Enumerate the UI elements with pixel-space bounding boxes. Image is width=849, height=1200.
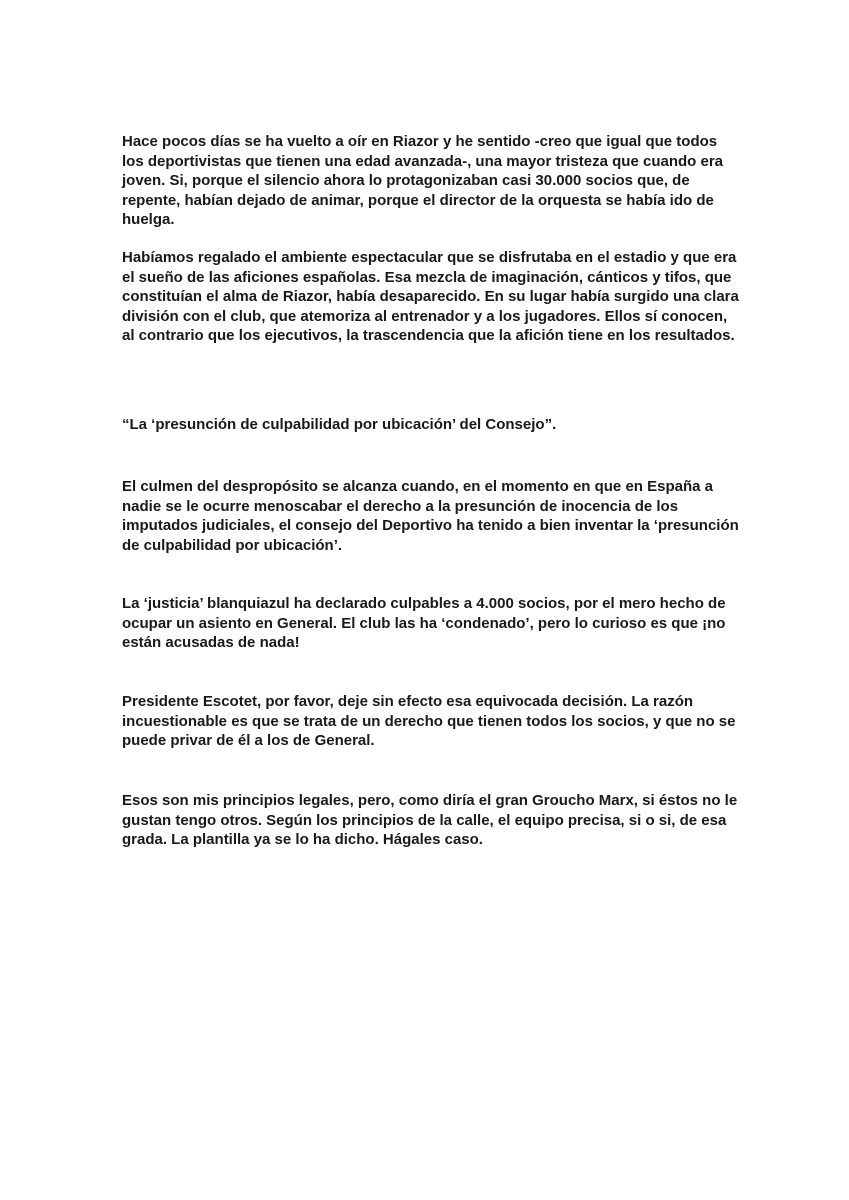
paragraph-principles: Esos son mis principios legales, pero, como diría el gran Groucho Marx, si éstos no le gustan tengo otros. Según los principios de la calle, el equipo precisa, si o si, de esa grada. La plantilla ya se lo ha dicho. Hágales caso. xyxy=(122,792,738,848)
section-heading-quote: “La ‘presunción de culpabilidad por ubicación’ del Consejo”. xyxy=(122,416,557,433)
paragraph-lost-atmosphere: Habíamos regalado el ambiente espectacular que se disfrutaba en el estadio y que era el sueño de las aficiones españolas. Esa mezcla de imaginación, cánticos y tifos, que constituían el alma de Riazor, había desaparecido. En su lugar había surgido una clara división con el club, que atemoriza al entrenador y a los jugadores. Ellos sí conocen, al contrario que los ejecutivos, la trascendencia que la afición tiene en los resultados. xyxy=(122,249,739,344)
paragraph-riazor-silence: Hace pocos días se ha vuelto a oír en Riazor y he sentido -creo que igual que todos los deportivistas que tienen una edad avanzada-, una mayor tristeza que cuando era joven. Si, porque el silencio ahora lo protagonizaban casi 30.000 socios que, de repente, habían dejado de animar, porque el director de la orquesta se había ido de huelga. xyxy=(122,133,723,228)
paragraph-justice: La ‘justicia’ blanquiazul ha declarado culpables a 4.000 socios, por el mero hecho de ocupar un asiento en General. El club las ha ‘condenado’, pero lo curioso es que ¡no están acusadas de nada! xyxy=(122,595,726,651)
paragraph-presumption: El culmen del despropósito se alcanza cuando, en el momento en que en España a nadie se le ocurre menoscabar el derecho a la presunción de inocencia de los imputados judiciales, el consejo del Deportivo ha tenido a bien inventar la ‘presunción de culpabilidad por ubicación’. xyxy=(122,478,739,554)
paragraph-president-plea: Presidente Escotet, por favor, deje sin efecto esa equivocada decisión. La razón incuestionable es que se trata de un derecho que tienen todos los socios, y que no se puede privar de él a los de General. xyxy=(122,693,736,749)
